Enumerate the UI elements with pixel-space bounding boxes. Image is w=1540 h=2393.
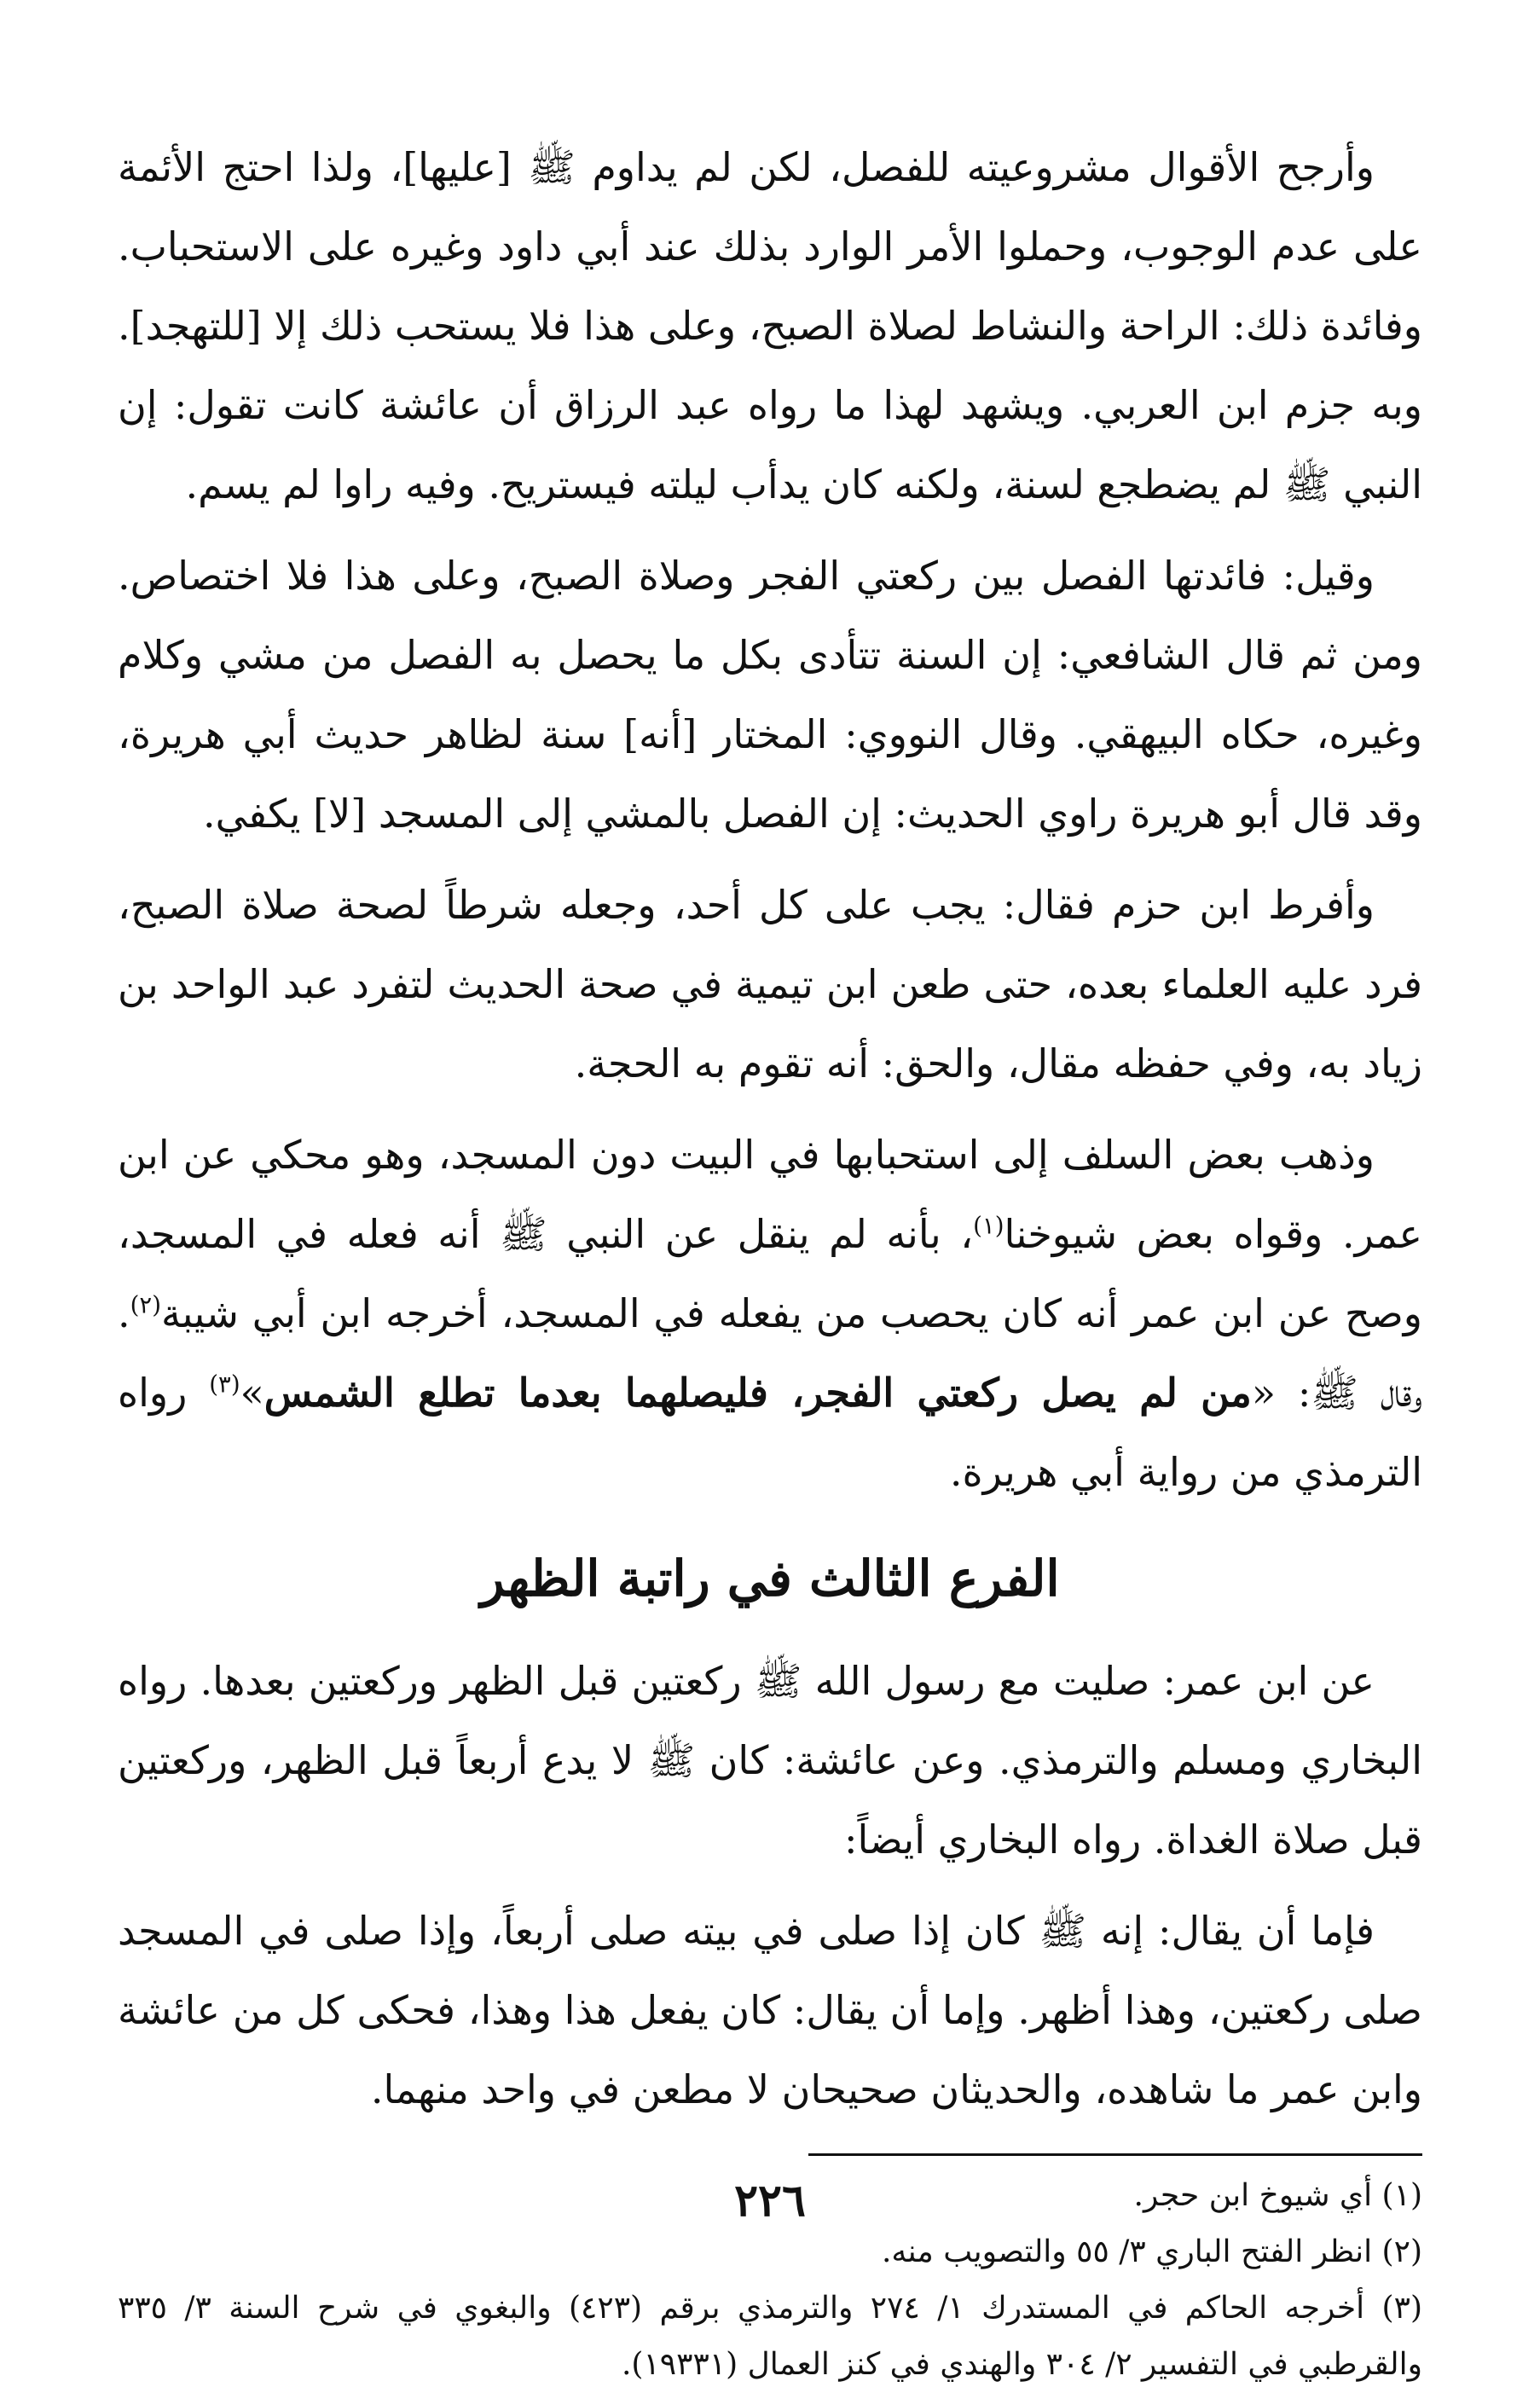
hadith-quote: من لم يصل ركعتي الفجر، فليصلهما بعدما تطلع الشمس bbox=[263, 1370, 1252, 1416]
footnote-ref-1: (١) bbox=[973, 1211, 1004, 1240]
paragraph-4-part-5: رواه الترمذي من رواية أبي هريرة. bbox=[118, 1370, 1422, 1495]
paragraph-6 bbox=[118, 1892, 1422, 2129]
paragraph-5 bbox=[118, 1642, 1422, 1880]
paragraph-5-text: عن ابن عمر: صليت مع رسول الله ﷺ ركعتين قبل الظهر وركعتين بعدها. رواه البخاري ومسلم والترمذي. وعن عائشة: كان ﷺ لا يدع أربعاً قبل الظهر، وركعتين قبل صلاة الغداة. رواه البخاري أيضاً: bbox=[118, 1658, 1422, 1863]
footnote-2: (٢) انظر الفتح الباري ٣/ ٥٥ والتصويب منه. bbox=[881, 2234, 1422, 2269]
footnote-1: (١) أي شيوخ ابن حجر. bbox=[1133, 2178, 1422, 2213]
paragraph-4 bbox=[118, 1115, 1422, 1512]
page-number: ٢٢٦ bbox=[734, 2175, 806, 2227]
paragraph-4-part-2: ، بأنه لم ينقل عن النبي ﷺ أنه فعله في المسجد، وصح عن ابن عمر أنه كان يحصب من يفعله في المسجد، أخرجه ابن أبي شيبة bbox=[118, 1211, 1422, 1336]
footnote-ref-2: (٢) bbox=[130, 1290, 161, 1319]
paragraph-1-text: وأرجح الأقوال مشروعيته للفصل، لكن لم يداوم ﷺ [عليها]، ولذا احتج الأئمة على عدم الوجوب، وحملوا الأمر الوارد بذلك عند أبي داود وغيره على الاستحباب. وفائدة ذلك: الراحة والنشاط لصلاة الصبح، وعلى هذا فلا يستحب ذلك إلا [للتهجد]. وبه جزم ابن العربي. ويشهد لهذا ما رواه عبد الرزاق أن عائشة كانت تقول: إن النبي ﷺ لم يضطجع لسنة، ولكنه كان يدأب ليلته فيستريح. وفيه راوا لم يسم. bbox=[118, 144, 1422, 507]
paragraph-1 bbox=[118, 128, 1422, 524]
footnote-ref-3: (٣) bbox=[209, 1370, 240, 1399]
paragraph-2 bbox=[118, 536, 1422, 854]
paragraph-4-part-4: » bbox=[240, 1370, 264, 1416]
section-heading: الفرع الثالث في راتبة الظهر bbox=[480, 1550, 1060, 1608]
paragraph-2-text: وقيل: فائدتها الفصل بين ركعتي الفجر وصلاة الصبح، وعلى هذا فلا اختصاص. ومن ثم قال الشافعي: إن السنة تتأدى بكل ما يحصل به الفصل من مشي وكلام وغيره، حكاه البيهقي. وقال النووي: المختار [أنه] سنة لظاهر حديث أبي هريرة، وقد قال أبو هريرة راوي الحديث: إن الفصل بالمشي إلى المسجد [لا] يكفي. bbox=[118, 553, 1422, 837]
paragraph-3-text: وأفرط ابن حزم فقال: يجب على كل أحد، وجعله شرطاً لصحة صلاة الصبح، فرد عليه العلماء بعده، حتى طعن ابن تيمية في صحة الحديث لتفرد عبد الواحد بن زياد به، وفي حفظه مقال، والحق: أنه تقوم به الحجة. bbox=[118, 882, 1422, 1086]
paragraph-3 bbox=[118, 866, 1422, 1104]
paragraph-6-text: فإما أن يقال: إنه ﷺ كان إذا صلى في بيته صلى أربعاً، وإذا صلى في المسجد صلى ركعتين، وهذا أظهر. وإما أن يقال: كان يفعل هذا وهذا، فحكى كل من عائشة وابن عمر ما شاهده، والحديثان صحيحان لا مطعن في واحد منهما. bbox=[118, 1908, 1422, 2112]
paragraph-4-part-3: . وقال ﷺ: « bbox=[118, 1290, 1422, 1416]
paragraph-4-part-1: وذهب بعض السلف إلى استحبابها في البيت دون المسجد، وهو محكي عن ابن عمر. وقواه بعض شيوخنا bbox=[118, 1132, 1422, 1257]
footnote-3: (٣) أخرجه الحاكم في المستدرك ١/ ٢٧٤ والترمذي برقم (٤٢٣) والبغوي في شرح السنة ٣/ ٣٣٥ والقرطبي في التفسير ٢/ ٣٠٤ والهندي في كنز العمال (١٩٣٣١). bbox=[118, 2291, 1422, 2382]
footnote-separator bbox=[808, 2153, 1422, 2156]
